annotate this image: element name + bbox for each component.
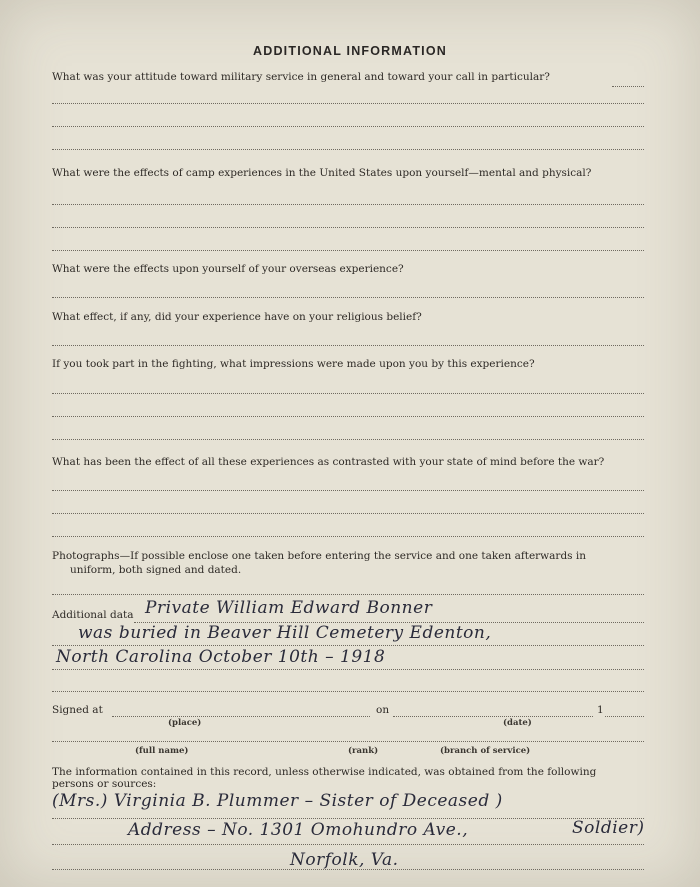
question-overseas: What were the effects upon yourself of your overseas experience? [52, 263, 404, 275]
question-fighting: If you took part in the fighting, what impressions were made upon you by this experience? [52, 358, 535, 370]
answer-line[interactable] [52, 869, 644, 870]
place-caption: (place) [168, 718, 202, 728]
answer-line[interactable] [52, 818, 644, 819]
signature-line[interactable] [52, 741, 644, 742]
sources-statement: The information contained in this record, unless otherwise indicated, was obtained from the following [52, 766, 597, 778]
answer-line[interactable] [52, 126, 644, 127]
handwritten-additional-data: North Carolina October 10th – 1918 [56, 647, 386, 667]
signed-date-field[interactable] [393, 716, 593, 717]
answer-line[interactable] [52, 250, 644, 251]
additional-data-label: Additional data [52, 609, 134, 621]
answer-line[interactable] [52, 393, 644, 394]
answer-line[interactable] [52, 669, 644, 670]
answer-line[interactable] [52, 490, 644, 491]
branch-caption: (branch of service) [440, 746, 531, 756]
answer-line[interactable] [52, 345, 644, 346]
question-camp-experience: What were the effects of camp experiences in the United States upon yourself—mental and physical? [52, 167, 592, 179]
signed-year-prefix: 1 [597, 704, 604, 716]
handwritten-source-note: Soldier) [572, 818, 645, 838]
photographs-instruction: Photographs—If possible enclose one taken before entering the service and one taken afterwards in [52, 550, 587, 562]
date-caption: (date) [503, 718, 532, 728]
answer-line[interactable] [52, 103, 644, 104]
answer-line [612, 86, 644, 87]
signed-year-field[interactable] [605, 716, 644, 717]
answer-line[interactable] [52, 149, 644, 150]
handwritten-additional-data: was buried in Beaver Hill Cemetery Edenton, [78, 623, 492, 643]
question-attitude: What was your attitude toward military service in general and toward your call in particular? [52, 71, 550, 83]
answer-line[interactable] [52, 513, 644, 514]
signed-place-field[interactable] [112, 716, 370, 717]
answer-line[interactable] [52, 645, 644, 646]
signed-on-label: on [376, 704, 390, 716]
handwritten-source-address: Address – No. 1301 Omohundro Ave., [128, 820, 469, 840]
page-title: ADDITIONAL INFORMATION [253, 44, 447, 58]
answer-line[interactable] [52, 204, 644, 205]
sources-statement-cont: persons or sources: [52, 778, 157, 790]
question-religious: What effect, if any, did your experience have on your religious belief? [52, 311, 422, 323]
answer-line[interactable] [52, 297, 644, 298]
answer-line[interactable] [52, 416, 644, 417]
handwritten-source-city: Norfolk, Va. [290, 850, 399, 870]
photographs-instruction-cont: uniform, both signed and dated. [70, 564, 242, 576]
handwritten-additional-data: Private William Edward Bonner [145, 598, 433, 618]
rank-caption: (rank) [348, 746, 379, 756]
signed-at-label: Signed at [52, 704, 103, 716]
answer-line[interactable] [52, 227, 644, 228]
answer-line[interactable] [52, 439, 644, 440]
handwritten-source: (Mrs.) Virginia B. Plummer – Sister of Deceased ) [52, 791, 503, 811]
full-name-caption: (full name) [135, 746, 189, 756]
answer-line[interactable] [52, 536, 644, 537]
answer-line[interactable] [52, 594, 644, 595]
answer-line[interactable] [52, 844, 644, 845]
answer-line[interactable] [52, 691, 644, 692]
question-effect-contrast: What has been the effect of all these experiences as contrasted with your state of mind before the war? [52, 456, 605, 468]
